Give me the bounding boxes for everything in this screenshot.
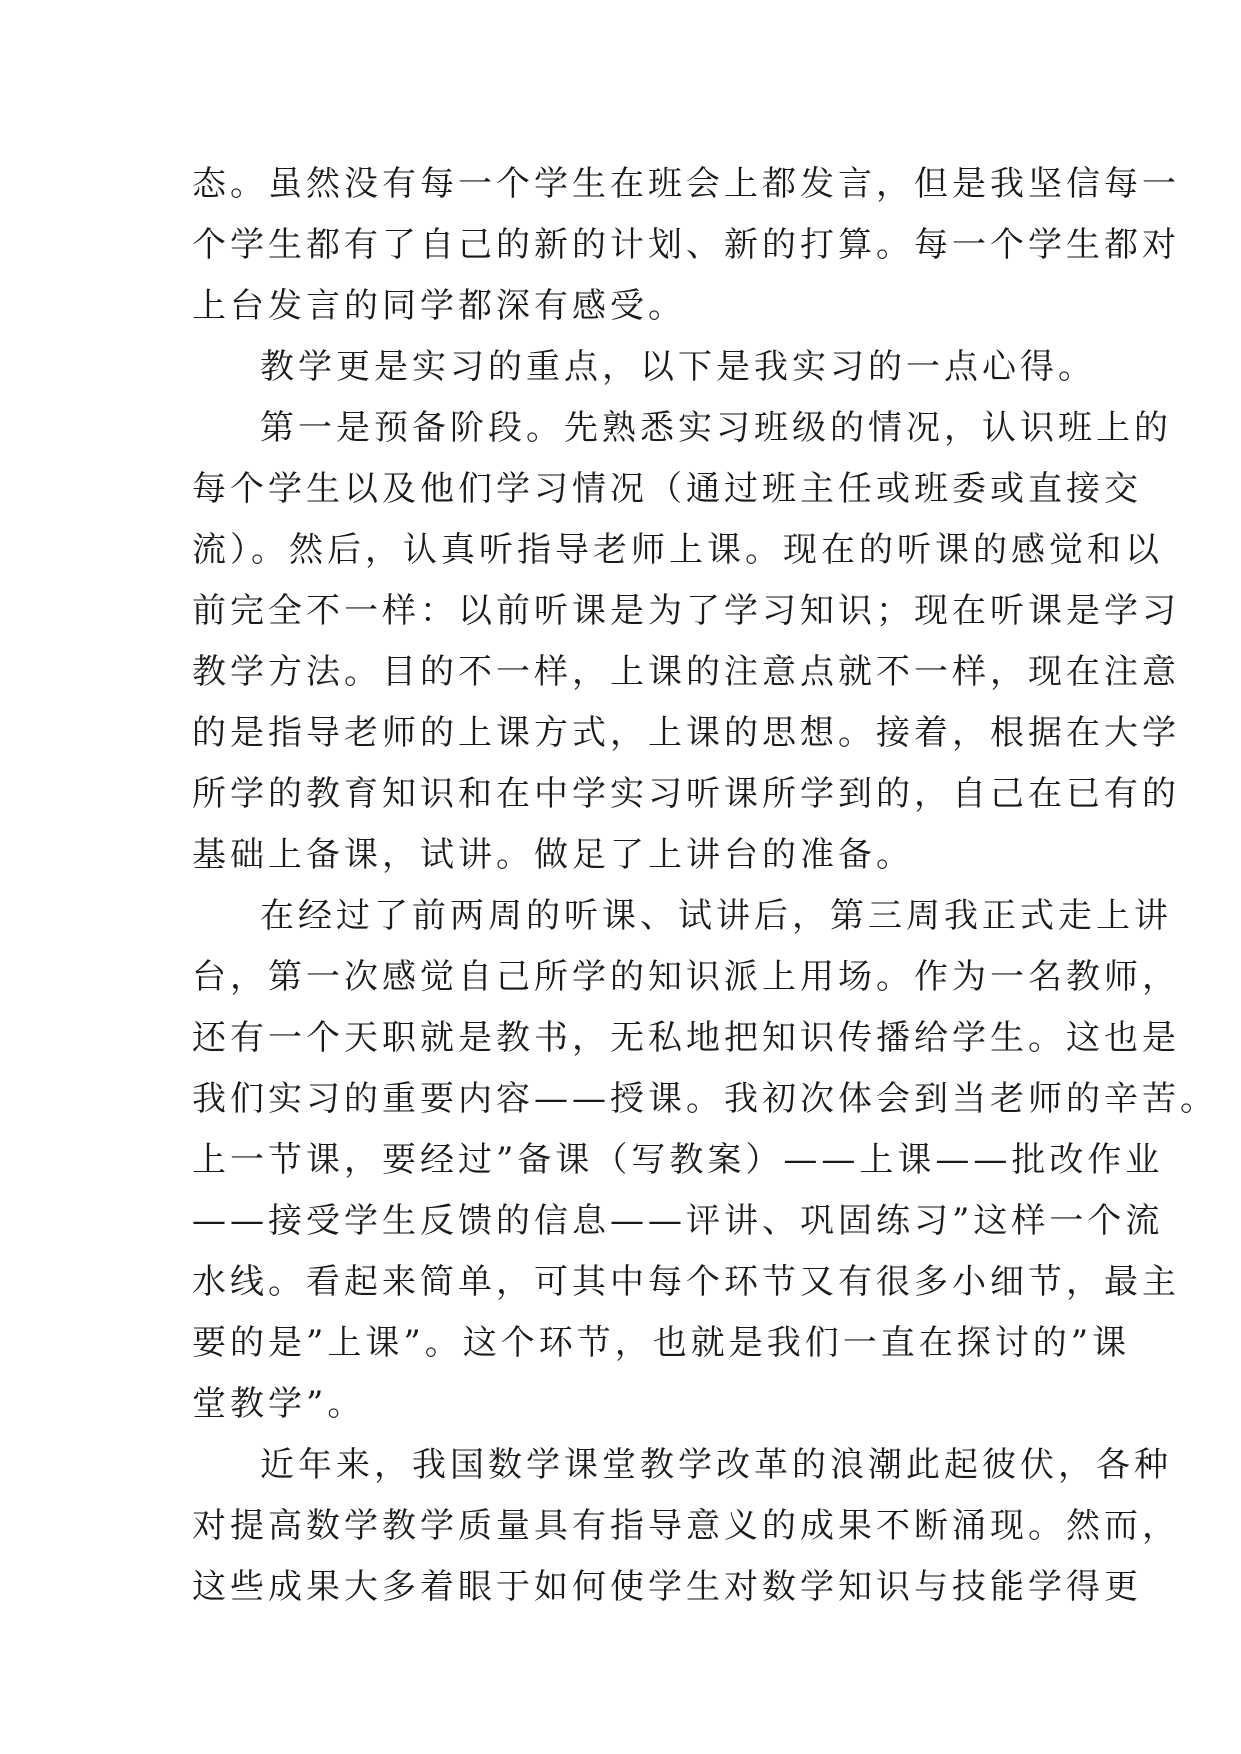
- text-line: 教学方法。目的不一样，上课的注意点就不一样，现在注意: [192, 652, 1180, 692]
- paragraph-5: [192, 1435, 1180, 1618]
- paragraph-3: [192, 398, 1180, 886]
- text-line: 这些成果大多着眼于如何使学生对数学知识与技能学得更: [192, 1567, 1142, 1607]
- text-line: 基础上备课，试讲。做足了上讲台的准备。: [192, 835, 914, 875]
- text-line: 堂教学”。: [192, 1384, 366, 1424]
- text-line: 在经过了前两周的听课、试讲后，第三周我正式走上讲: [260, 896, 1172, 936]
- text-line: 个学生都有了自己的新的计划、新的打算。每一个学生都对: [192, 225, 1180, 265]
- text-line: 第一是预备阶段。先熟悉实习班级的情况，认识班上的: [260, 408, 1172, 448]
- document-body: [192, 154, 1218, 1618]
- paragraph-2: [192, 337, 1096, 398]
- text-line: 每个学生以及他们学习情况（通过班主任或班委或直接交: [192, 469, 1142, 509]
- text-line: 上台发言的同学都深有感受。: [192, 286, 686, 326]
- text-line: 所学的教育知识和在中学实习听课所学到的，自己在已有的: [192, 774, 1180, 814]
- text-line: 上一节课，要经过”备课（写教案）——上课——批改作业: [192, 1140, 1164, 1180]
- text-line: 前完全不一样：以前听课是为了学习知识；现在听课是学习: [192, 591, 1180, 631]
- text-line: 我们实习的重要内容——授课。我初次体会到当老师的辛苦。: [192, 1079, 1218, 1119]
- text-line: 对提高数学教学质量具有指导意义的成果不断涌现。然而，: [192, 1506, 1180, 1546]
- text-line: 水线。看起来简单，可其中每个环节又有很多小细节，最主: [192, 1262, 1180, 1302]
- text-line: 还有一个天职就是教书，无私地把知识传播给学生。这也是: [192, 1018, 1180, 1058]
- text-line: 要的是”上课”。这个环节，也就是我们一直在探讨的”课: [192, 1323, 1131, 1363]
- text-line: 的是指导老师的上课方式，上课的思想。接着，根据在大学: [192, 713, 1180, 753]
- text-line: 态。虽然没有每一个学生在班会上都发言，但是我坚信每一: [192, 164, 1180, 204]
- text-line: 近年来，我国数学课堂教学改革的浪潮此起彼伏，各种: [260, 1445, 1172, 1485]
- text-line: 教学更是实习的重点，以下是我实习的一点心得。: [260, 347, 1096, 387]
- text-line: 台，第一次感觉自己所学的知识派上用场。作为一名教师，: [192, 957, 1180, 997]
- text-line: 流）。然后，认真听指导老师上课。现在的听课的感觉和以: [192, 530, 1163, 570]
- paragraph-1: [192, 154, 1180, 337]
- paragraph-4: [192, 886, 1218, 1435]
- text-line: ——接受学生反馈的信息——评讲、巩固练习”这样一个流: [192, 1201, 1164, 1241]
